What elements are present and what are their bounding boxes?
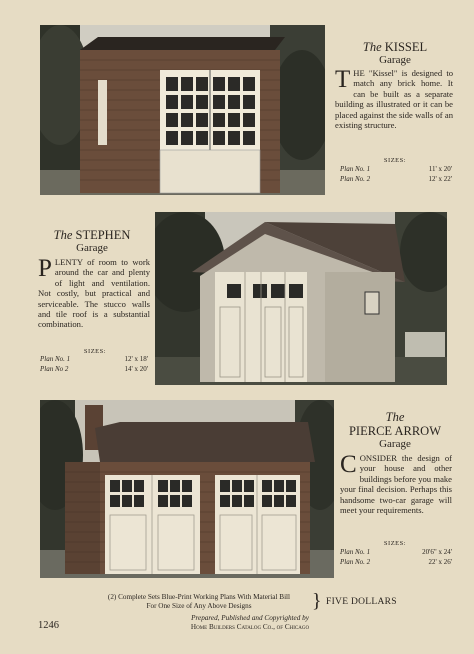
stephen-body-text: LENTY of room to work around the car and plenty of light and ventilation. Not costly, but practical and serviceable. The stucco walls and tile roof is a substantial combination. (38, 257, 150, 330)
stephen-dropcap: P (38, 255, 52, 282)
pierce-plan-1 (340, 548, 452, 558)
plan-label: Plan No. 2 (340, 174, 371, 183)
kissel-garage-photo (40, 25, 325, 195)
kissel-dropcap: T (335, 66, 351, 93)
stephen-plans (40, 355, 148, 374)
pierce-subtitle: Garage (379, 438, 411, 450)
pierce-description (340, 453, 452, 515)
plan-label: Plan No. 1 (340, 165, 371, 173)
kissel-title (340, 40, 450, 54)
stephen-title-prefix: The (53, 228, 73, 242)
plan-size: 12' x 18' (124, 355, 148, 363)
plan-size: 14' x 20' (124, 364, 148, 373)
offer-line-1: (2) Complete Sets Blue-Print Working Plans With Material Bill (107, 593, 291, 601)
plan-size: 22' x 26' (428, 557, 452, 566)
pierce-title-prefix: The (385, 410, 405, 424)
publisher-credit (150, 614, 350, 632)
pierce-body-text: ONSIDER the design of your house and other buildings before you make your final decision. Perhaps this handsome two-car garage will meet your requirements. (340, 453, 452, 516)
pierce-plan-2 (340, 558, 452, 568)
plan-size: 11' x 20' (428, 165, 452, 173)
offer-brace: } (312, 590, 322, 612)
kissel-body-text: HE "Kissel" is designed to match any brick home. It can be built as a separate building as illustrated or it can be placed against the side walls of an existing structure. (335, 68, 453, 131)
pierce-title (340, 410, 450, 438)
credit-line-1: Prepared, Published and Copyrighted by (191, 614, 309, 622)
credit-line-2: Home Builders Catalog Co., of Chicago (190, 623, 310, 631)
kissel-plan-2 (340, 175, 452, 185)
offer-line-2: For One Size of Any Above Designs (146, 602, 252, 610)
plan-size: 20'6" x 24' (422, 548, 452, 556)
kissel-plan-1 (340, 165, 452, 175)
plan-label: Plan No. 2 (340, 557, 371, 566)
stephen-description (38, 257, 150, 330)
stephen-subtitle: Garage (76, 242, 108, 254)
kissel-sizes-label: SIZES: (383, 157, 407, 164)
blueprint-offer (88, 593, 310, 611)
plan-label: Plan No. 1 (40, 355, 71, 363)
stephen-plan-1 (40, 355, 148, 365)
kissel-title-prefix: The (362, 40, 382, 54)
kissel-subtitle: Garage (379, 54, 411, 66)
stephen-plan-2 (40, 365, 148, 375)
stephen-sizes-label: SIZES: (83, 348, 107, 355)
plan-label: Plan No. 1 (340, 548, 371, 556)
stephen-garage-photo (155, 212, 447, 385)
kissel-title-name: KISSEL (384, 40, 428, 54)
offer-price: FIVE DOLLARS (326, 597, 397, 607)
pierce-title-name: PIERCE ARROW (348, 424, 442, 438)
kissel-description (335, 68, 453, 130)
pierce-dropcap: C (340, 451, 357, 478)
stephen-title (38, 228, 146, 242)
pierce-arrow-garage-photo (40, 400, 334, 578)
page-number: 1246 (38, 620, 59, 631)
kissel-plans (340, 165, 452, 184)
plan-size: 12' x 22' (428, 174, 452, 183)
plan-label: Plan No 2 (40, 364, 69, 373)
pierce-sizes-label: SIZES: (383, 540, 407, 547)
pierce-plans (340, 548, 452, 567)
stephen-title-name: STEPHEN (75, 228, 131, 242)
